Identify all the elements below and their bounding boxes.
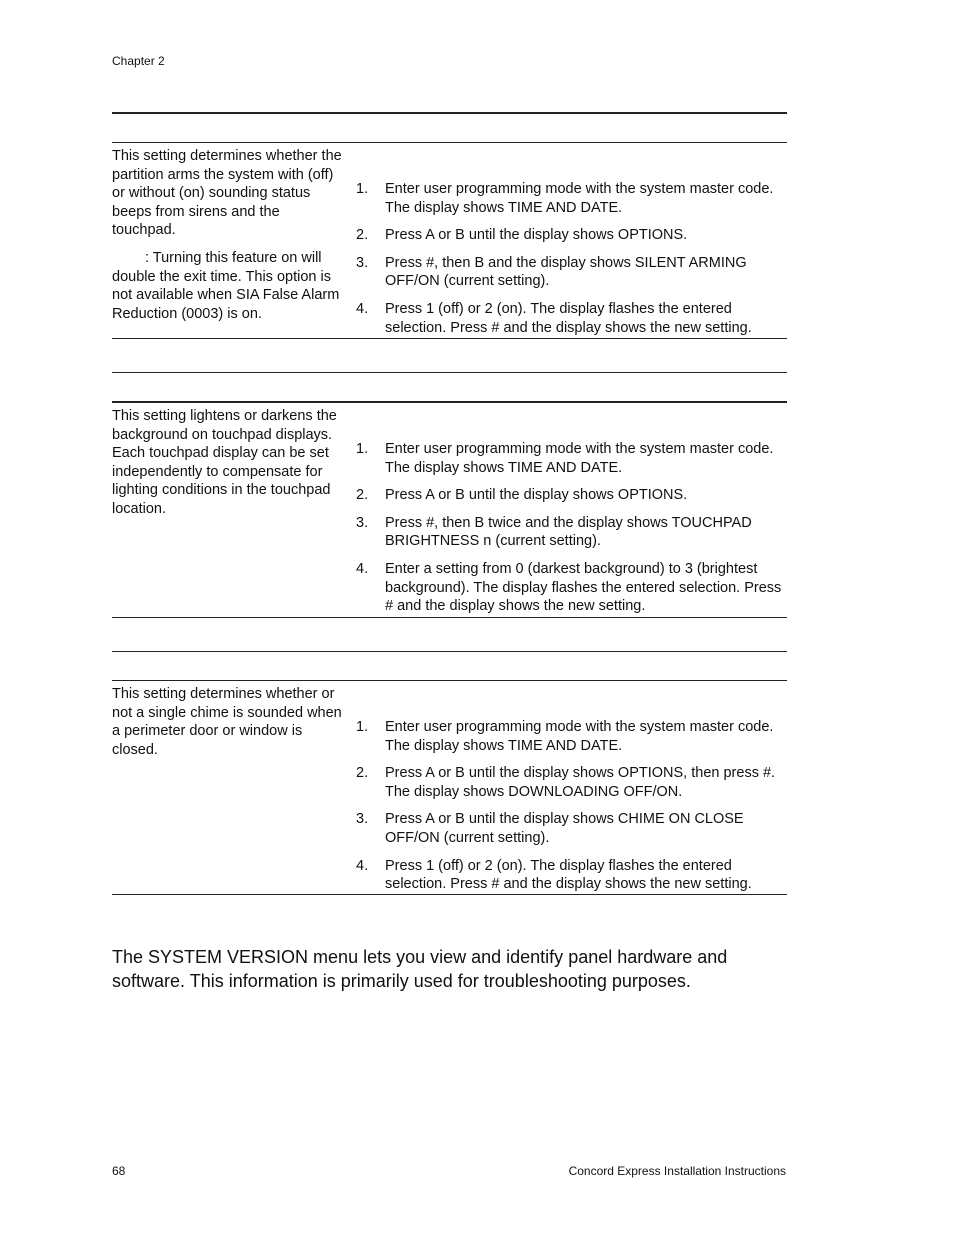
step-item [356, 300, 788, 337]
section-2-title-rule [112, 372, 787, 373]
step-text: Press A or B until the display shows OPTIONS, then press #. The display shows DOWNLOADING OFF/ON. [385, 765, 776, 800]
step-text: Enter user programming mode with the system master code. The display shows TIME AND DATE. [385, 719, 774, 754]
section-2-description [112, 407, 347, 519]
step-number: 2. [356, 487, 369, 504]
step-text: Press 1 (off) or 2 (on). The display flashes the entered selection. Press # and the display shows the new setting. [385, 300, 752, 336]
document-title: Concord Express Installation Instructions [568, 1164, 786, 1178]
system-version-paragraph: The SYSTEM VERSION menu lets you view and identify panel hardware and software. This information is primarily used for troubleshooting purposes. [112, 947, 728, 991]
step-text: Press #, then B and the display shows SILENT ARMING OFF/ON (current setting). [385, 254, 747, 290]
step-item [356, 180, 788, 217]
step-number: 1. [356, 719, 369, 735]
section-2-description-text: This setting lightens or darkens the background on touchpad displays. Each touchpad display can be set independently to compensate for lighting conditions in the touchpad location. [112, 408, 337, 517]
step-item [356, 226, 788, 245]
section-3-title-rule [112, 651, 787, 652]
step-number: 3. [356, 254, 369, 271]
section-3-description [112, 685, 347, 759]
section-1-description [112, 147, 347, 323]
page-number: 68 [112, 1164, 126, 1178]
step-text: Press 1 (off) or 2 (on). The display flashes the entered selection. Press # and the display shows the new setting. [385, 857, 752, 893]
step-number: 2. [356, 765, 369, 782]
step-item [356, 764, 788, 801]
step-item [356, 718, 788, 755]
step-number: 4. [356, 857, 369, 874]
step-text: Enter a setting from 0 (darkest background) to 3 (brightest background). The display flashes the entered selection. Press # and the display shows the new setting. [385, 560, 782, 615]
step-text: Press A or B until the display shows OPTIONS. [385, 227, 688, 244]
section-3-steps [356, 718, 788, 903]
step-number: 4. [356, 300, 369, 317]
step-text: Enter user programming mode with the system master code. The display shows TIME AND DATE. [385, 181, 774, 216]
step-item [356, 440, 788, 477]
step-item [356, 857, 788, 894]
section-1-title-rule [112, 112, 787, 114]
step-item [356, 810, 788, 847]
step-number: 3. [356, 514, 369, 531]
step-text: Press A or B until the display shows OPTIONS. [385, 487, 688, 504]
step-text: Press A or B until the display shows CHIME ON CLOSE OFF/ON (current setting). [385, 811, 744, 846]
section-1-bottom-rule [112, 338, 787, 339]
step-number: 1. [356, 181, 369, 197]
section-1-header-rule [112, 142, 787, 143]
section-1-description-text: This setting determines whether the partition arms the system with (off) or without (on) sounding status beeps from sirens and the touchpad. [112, 148, 342, 239]
section-1-note: : Turning this feature on will double the exit time. This option is not available when SIA False Alarm Reduction (0003) is on. [112, 249, 340, 322]
section-3-bottom-rule [112, 894, 787, 895]
step-text: Enter user programming mode with the system master code. The display shows TIME AND DATE. [385, 441, 774, 476]
section-2-header-rule [112, 401, 787, 403]
step-item [356, 254, 788, 291]
section-3-header-rule [112, 680, 787, 681]
step-item [356, 486, 788, 505]
section-2-bottom-rule [112, 617, 787, 618]
step-item [356, 560, 788, 616]
step-number: 1. [356, 441, 369, 457]
section-3-description-text: This setting determines whether or not a single chime is sounded when a perimeter door or window is closed. [112, 686, 342, 758]
step-number: 4. [356, 560, 369, 577]
section-2-steps [356, 440, 788, 625]
step-item [356, 514, 788, 551]
section-1-steps [356, 180, 788, 346]
step-number: 2. [356, 227, 369, 244]
chapter-header: Chapter 2 [112, 54, 165, 68]
step-number: 3. [356, 811, 369, 828]
step-text: Press #, then B twice and the display shows TOUCHPAD BRIGHTNESS n (current setting). [385, 514, 752, 550]
